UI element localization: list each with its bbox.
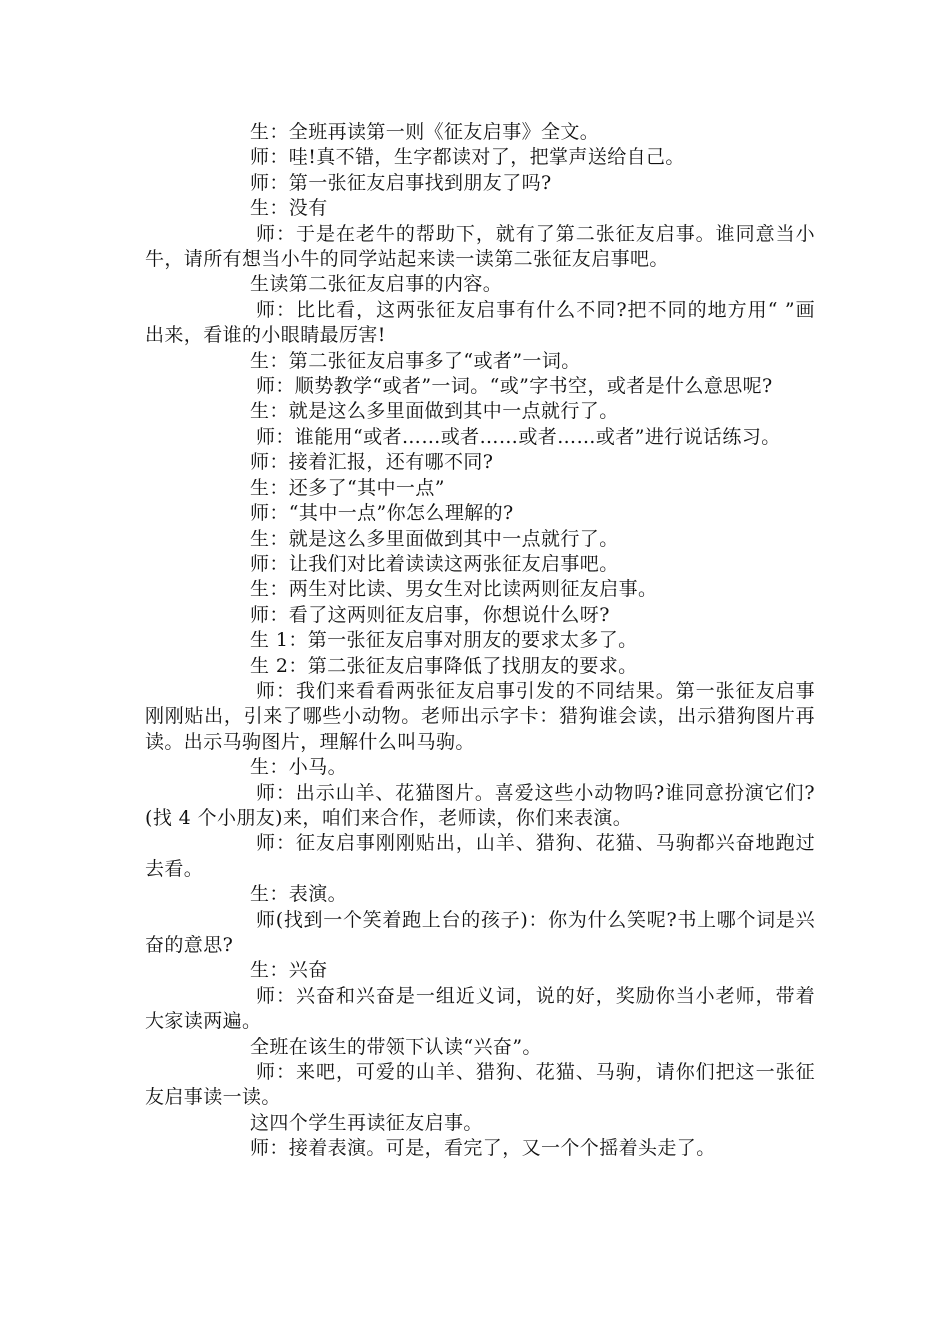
paragraph: 师：哇!真不错，生字都读对了，把掌声送给自己。	[250, 146, 685, 169]
paragraph: 这四个学生再读征友启事。	[250, 1111, 483, 1134]
paragraph: 师(找到一个笑着跑上台的孩子)：你为什么笑呢?书上哪个词是兴奋的意思?	[145, 908, 815, 956]
paragraph: 师：看了这两则征友启事，你想说什么呀?	[250, 603, 610, 626]
paragraph: 生：就是这么多里面做到其中一点就行了。	[250, 400, 619, 423]
paragraph: 师：顺势教学“或者”一词。“或”字书空，或者是什么意思呢?	[256, 375, 773, 398]
paragraph: 师：接着表演。可是，看完了，又一个个摇着头走了。	[250, 1137, 716, 1160]
paragraph: 师：让我们对比着读读这两张征友启事吧。	[250, 552, 619, 575]
paragraph: 生：还多了“其中一点”	[250, 476, 445, 499]
paragraph: 师：谁能用“或者……或者……或者……或者”进行说话练习。	[256, 425, 781, 448]
paragraph: 师：“其中一点”你怎么理解的?	[250, 502, 514, 525]
paragraph: 生读第二张征友启事的内容。	[250, 273, 503, 296]
paragraph: 生：没有	[250, 197, 328, 220]
paragraph: 生：全班再读第一则《征友启事》全文。	[250, 121, 600, 143]
paragraph: 师：出示山羊、花猫图片。喜爱这些小动物吗?谁同意扮演它们?(找 4 个小朋友)来，咱们来合作，老师读，你们来表演。	[145, 781, 815, 829]
paragraph: 生：表演。	[250, 883, 348, 906]
paragraph: 师：兴奋和兴奋是一组近义词，说的好，奖励你当小老师，带着大家读两遍。	[145, 984, 815, 1033]
paragraph: 师：接着汇报，还有哪不同?	[250, 451, 494, 474]
paragraph: 师：第一张征友启事找到朋友了吗?	[250, 171, 552, 194]
paragraph: 师：征友启事刚刚贴出，山羊、猎狗、花猫、马驹都兴奋地跑过去看。	[145, 832, 815, 880]
paragraph: 生：就是这么多里面做到其中一点就行了。	[250, 527, 619, 550]
document-body	[145, 120, 815, 1162]
paragraph: 师：来吧，可爱的山羊、猎狗、花猫、马驹，请你们把这一张征友启事读一读。	[145, 1061, 815, 1109]
paragraph: 师：比比看，这两张征友启事有什么不同?把不同的地方用“ ”画出来，看谁的小眼睛最厉害!	[145, 298, 815, 347]
paragraph: 生：两生对比读、男女生对比读两则征友启事。	[250, 578, 658, 601]
paragraph: 师：于是在老牛的帮助下，就有了第二张征友启事。谁同意当小牛，请所有想当小牛的同学站起来读一读第二张征友启事吧。	[145, 222, 815, 271]
paragraph: 生：第二张征友启事多了“或者”一词。	[250, 349, 581, 372]
paragraph: 生 2：第二张征友启事降低了找朋友的要求。	[250, 654, 638, 677]
paragraph: 全班在该生的带领下认读“兴奋”。	[250, 1035, 542, 1058]
paragraph: 生：兴奋	[250, 959, 328, 982]
paragraph: 师：我们来看看两张征友启事引发的不同结果。第一张征友启事刚刚贴出，引来了哪些小动物。老师出示字卡：猎狗谁会读，出示猎狗图片再读。出示马驹图片，理解什么叫马驹。	[145, 679, 815, 753]
paragraph: 生：小马。	[250, 756, 348, 779]
paragraph: 生 1：第一张征友启事对朋友的要求太多了。	[250, 629, 638, 652]
